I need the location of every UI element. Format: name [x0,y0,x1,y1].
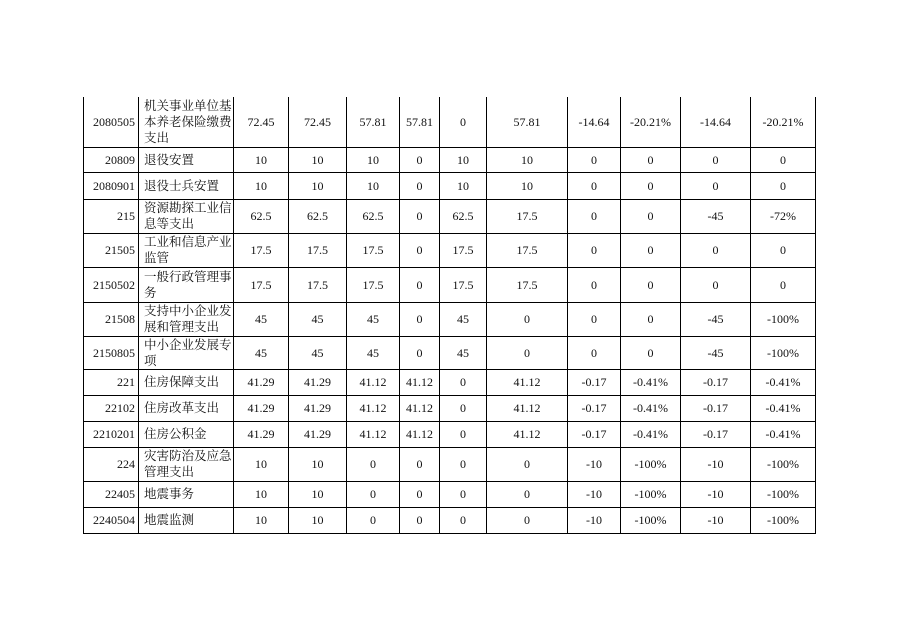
value-cell: -100% [751,481,816,507]
value-cell: 0 [568,233,621,267]
value-cell: -0.17 [568,369,621,395]
value-cell: 72.45 [289,97,347,147]
value-cell: -0.41% [751,421,816,447]
code-cell: 2080505 [84,97,139,147]
table-row [84,395,816,421]
value-cell: 45 [440,302,487,336]
table-row [84,447,816,481]
name-cell [139,395,234,421]
value-cell: 0 [347,447,400,481]
value-cell: 0 [621,336,681,369]
value-cell: 45 [289,336,347,369]
name-text: 退役士兵安置 [144,178,220,193]
table-row [84,336,816,369]
value-cell: 41.29 [289,421,347,447]
name-cell [139,447,234,481]
name-cell [139,302,234,336]
value-cell: 0 [568,336,621,369]
name-cell [139,507,234,533]
value-cell: 0 [568,267,621,302]
value-cell: 0 [440,507,487,533]
value-cell: 0 [487,336,568,369]
value-cell: 0 [621,172,681,199]
table-row [84,233,816,267]
value-cell: -100% [751,447,816,481]
value-cell: 17.5 [234,267,289,302]
code-cell: 22102 [84,395,139,421]
value-cell: 0 [440,447,487,481]
name-text: 退役安置 [144,152,195,167]
value-cell: 41.29 [234,421,289,447]
value-cell: 72.45 [234,97,289,147]
value-cell: 0 [681,267,751,302]
code-cell: 2240504 [84,507,139,533]
value-cell: 0 [440,369,487,395]
value-cell: 57.81 [347,97,400,147]
value-cell: 41.12 [347,369,400,395]
table-row [84,172,816,199]
name-text: 住房公积金 [144,427,207,441]
value-cell: -10 [681,447,751,481]
value-cell: 17.5 [487,233,568,267]
value-cell: -100% [621,447,681,481]
value-cell: 10 [289,172,347,199]
name-cell [139,336,234,369]
value-cell: -10 [568,507,621,533]
value-cell: 57.81 [487,97,568,147]
code-cell: 224 [84,447,139,481]
value-cell: 10 [289,147,347,172]
code-cell: 21505 [84,233,139,267]
code-cell: 2210201 [84,421,139,447]
code-cell: 215 [84,199,139,233]
value-cell: 0 [400,267,440,302]
value-cell: 0 [621,147,681,172]
value-cell: 10 [234,481,289,507]
value-cell: 0 [347,481,400,507]
value-cell: 0 [487,302,568,336]
value-cell: 41.29 [289,369,347,395]
value-cell: -0.41% [621,369,681,395]
value-cell: -14.64 [568,97,621,147]
value-cell: -72% [751,199,816,233]
value-cell: 17.5 [440,233,487,267]
value-cell: -10 [568,447,621,481]
value-cell: -0.17 [568,421,621,447]
value-cell: 0 [751,172,816,199]
value-cell: -14.64 [681,97,751,147]
value-cell: 10 [289,507,347,533]
budget-table [83,97,816,534]
value-cell: 0 [751,233,816,267]
value-cell: -0.17 [681,369,751,395]
code-cell: 21508 [84,302,139,336]
value-cell: 45 [440,336,487,369]
value-cell: 0 [400,336,440,369]
name-text: 机关事业单位基本养老保险缴费支出 [144,98,232,145]
value-cell: 0 [568,199,621,233]
table-body [84,97,816,533]
value-cell: 0 [440,481,487,507]
value-cell: 0 [621,267,681,302]
value-cell: 0 [400,199,440,233]
value-cell: 0 [440,97,487,147]
value-cell: 41.12 [347,395,400,421]
value-cell: -100% [751,302,816,336]
value-cell: 17.5 [289,267,347,302]
table-row [84,369,816,395]
value-cell: 0 [751,267,816,302]
value-cell: 45 [347,302,400,336]
value-cell: 0 [621,233,681,267]
value-cell: 45 [347,336,400,369]
value-cell: 0 [347,507,400,533]
value-cell: 62.5 [234,199,289,233]
name-text: 中小企业发展专项 [144,337,232,368]
name-text: 地震监测 [144,513,195,527]
value-cell: 41.12 [487,369,568,395]
value-cell: 0 [400,447,440,481]
value-cell: 41.29 [234,369,289,395]
value-cell: 45 [234,302,289,336]
value-cell: -0.41% [751,395,816,421]
value-cell: -100% [621,481,681,507]
value-cell: -100% [621,507,681,533]
value-cell: 41.12 [400,421,440,447]
value-cell: 62.5 [440,199,487,233]
value-cell: 0 [400,302,440,336]
name-text: 住房改革支出 [144,401,220,415]
code-cell: 2080901 [84,172,139,199]
code-cell: 2150805 [84,336,139,369]
value-cell: 0 [400,481,440,507]
name-cell [139,421,234,447]
table-row [84,507,816,533]
name-text: 灾害防治及应急管理支出 [144,449,232,479]
table-row [84,97,816,147]
value-cell: 17.5 [289,233,347,267]
value-cell: 62.5 [347,199,400,233]
name-text: 地震事务 [144,487,195,501]
value-cell: -100% [751,336,816,369]
value-cell: -10 [681,481,751,507]
table-row [84,302,816,336]
value-cell: 10 [487,147,568,172]
value-cell: -45 [681,302,751,336]
name-text: 资源勘探工业信息等支出 [144,201,232,231]
table-row [84,267,816,302]
value-cell: 17.5 [234,233,289,267]
value-cell: 41.29 [234,395,289,421]
value-cell: 0 [487,481,568,507]
value-cell: 17.5 [487,199,568,233]
value-cell: 17.5 [347,233,400,267]
value-cell: 62.5 [289,199,347,233]
value-cell: 10 [440,147,487,172]
value-cell: 10 [289,447,347,481]
name-text: 工业和信息产业监管 [144,235,232,265]
value-cell: 0 [621,302,681,336]
value-cell: -45 [681,336,751,369]
value-cell: 17.5 [440,267,487,302]
value-cell: 41.12 [487,421,568,447]
value-cell: -10 [681,507,751,533]
name-text: 一般行政管理事务 [144,269,232,300]
name-cell [139,233,234,267]
name-cell [139,199,234,233]
name-text: 住房保障支出 [144,375,220,389]
value-cell: 0 [568,302,621,336]
value-cell: 0 [400,147,440,172]
value-cell: -0.41% [621,395,681,421]
value-cell: 41.12 [487,395,568,421]
table-row [84,147,816,172]
name-cell [139,97,234,147]
value-cell: 0 [400,172,440,199]
value-cell: 45 [234,336,289,369]
code-cell: 20809 [84,147,139,172]
value-cell: 0 [681,147,751,172]
code-cell: 221 [84,369,139,395]
value-cell: -0.17 [681,421,751,447]
name-cell [139,481,234,507]
name-text: 支持中小企业发展和管理支出 [144,304,232,334]
value-cell: 0 [681,172,751,199]
name-cell [139,147,234,172]
value-cell: 0 [751,147,816,172]
code-cell: 2150502 [84,267,139,302]
value-cell: 17.5 [487,267,568,302]
name-cell [139,369,234,395]
value-cell: 0 [621,199,681,233]
code-cell: 22405 [84,481,139,507]
value-cell: -0.17 [681,395,751,421]
value-cell: 10 [347,172,400,199]
value-cell: 41.12 [347,421,400,447]
value-cell: 10 [234,147,289,172]
value-cell: -45 [681,199,751,233]
value-cell: 0 [568,147,621,172]
value-cell: 45 [289,302,347,336]
value-cell: 0 [568,172,621,199]
value-cell: -0.41% [751,369,816,395]
table-row [84,481,816,507]
value-cell: 41.12 [400,369,440,395]
value-cell: 10 [289,481,347,507]
value-cell: 57.81 [400,97,440,147]
value-cell: 17.5 [347,267,400,302]
value-cell: -20.21% [751,97,816,147]
value-cell: -10 [568,481,621,507]
name-cell [139,267,234,302]
value-cell: 0 [487,447,568,481]
table-row [84,421,816,447]
value-cell: 0 [487,507,568,533]
value-cell: 10 [234,172,289,199]
value-cell: 10 [234,447,289,481]
value-cell: 0 [681,233,751,267]
value-cell: -100% [751,507,816,533]
value-cell: 0 [400,233,440,267]
value-cell: 0 [440,421,487,447]
value-cell: 41.29 [289,395,347,421]
value-cell: -20.21% [621,97,681,147]
value-cell: 41.12 [400,395,440,421]
table-row [84,199,816,233]
value-cell: 10 [487,172,568,199]
value-cell: 10 [347,147,400,172]
value-cell: -0.17 [568,395,621,421]
name-cell [139,172,234,199]
value-cell: 0 [400,507,440,533]
value-cell: -0.41% [621,421,681,447]
value-cell: 10 [440,172,487,199]
value-cell: 10 [234,507,289,533]
value-cell: 0 [440,395,487,421]
